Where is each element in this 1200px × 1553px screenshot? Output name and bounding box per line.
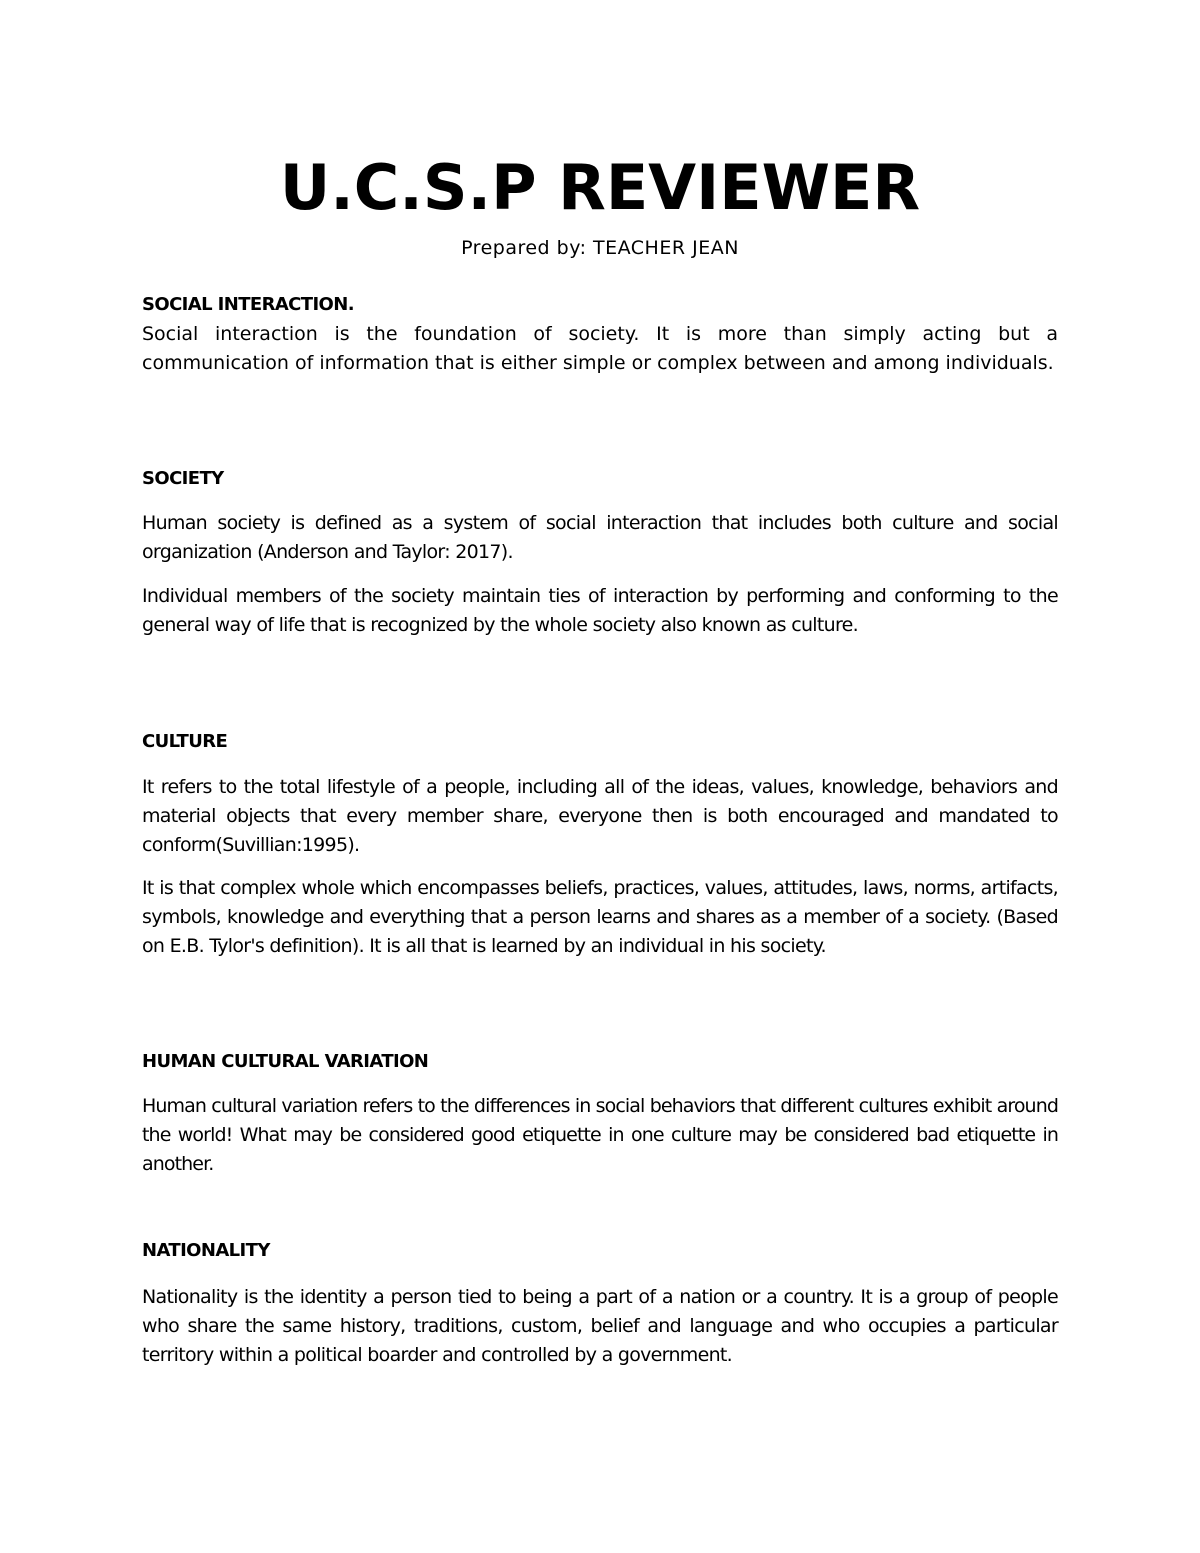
section-paragraph-society-2: Individual members of the society maintain ties of interaction by performing and conforming to the general way of life that is recognized by the whole society also known as culture. xyxy=(142,585,1058,636)
section-heading-human-cultural-variation: HUMAN CULTURAL VARIATION xyxy=(142,1051,429,1072)
section-heading-culture: CULTURE xyxy=(142,731,228,752)
section-paragraph-social-interaction-1: Social interaction is the foundation of society. It is more than simply acting but a communication of information that is either simple or complex between and among individuals. xyxy=(142,323,1058,374)
section-paragraph-culture-1: It refers to the total lifestyle of a people, including all of the ideas, values, knowledge, behaviors and material objects that every member share, everyone then is both encouraged and mandated to conform(Suvillian:1995). xyxy=(142,776,1058,856)
section-heading-nationality: NATIONALITY xyxy=(142,1240,270,1261)
section-paragraph-nationality-1: Nationality is the identity a person tied to being a part of a nation or a country. It is a group of people who share the same history, traditions, custom, belief and language and who occupies a particular territory within a political boarder and controlled by a government. xyxy=(142,1286,1058,1366)
section-heading-society: SOCIETY xyxy=(142,468,224,489)
section-paragraph-society-1: Human society is defined as a system of social interaction that includes both culture and social organization (Anderson and Taylor: 2017). xyxy=(142,512,1058,563)
document-page xyxy=(142,0,1058,1553)
document-title: U.C.S.P REVIEWER xyxy=(279,151,921,224)
prepared-by: Prepared by: TEACHER JEAN xyxy=(461,237,739,259)
section-paragraph-culture-2: It is that complex whole which encompasses beliefs, practices, values, attitudes, laws, norms, artifacts, symbols, knowledge and everything that a person learns and shares as a member of a society. (Based on E.B. Tylor's definition). It is all that is learned by an individual in his society. xyxy=(142,877,1058,957)
section-heading-social-interaction: SOCIAL INTERACTION. xyxy=(142,294,354,315)
section-paragraph-human-cultural-variation-1: Human cultural variation refers to the differences in social behaviors that different cultures exhibit around the world! What may be considered good etiquette in one culture may be considered bad etiquette in another. xyxy=(142,1095,1058,1175)
